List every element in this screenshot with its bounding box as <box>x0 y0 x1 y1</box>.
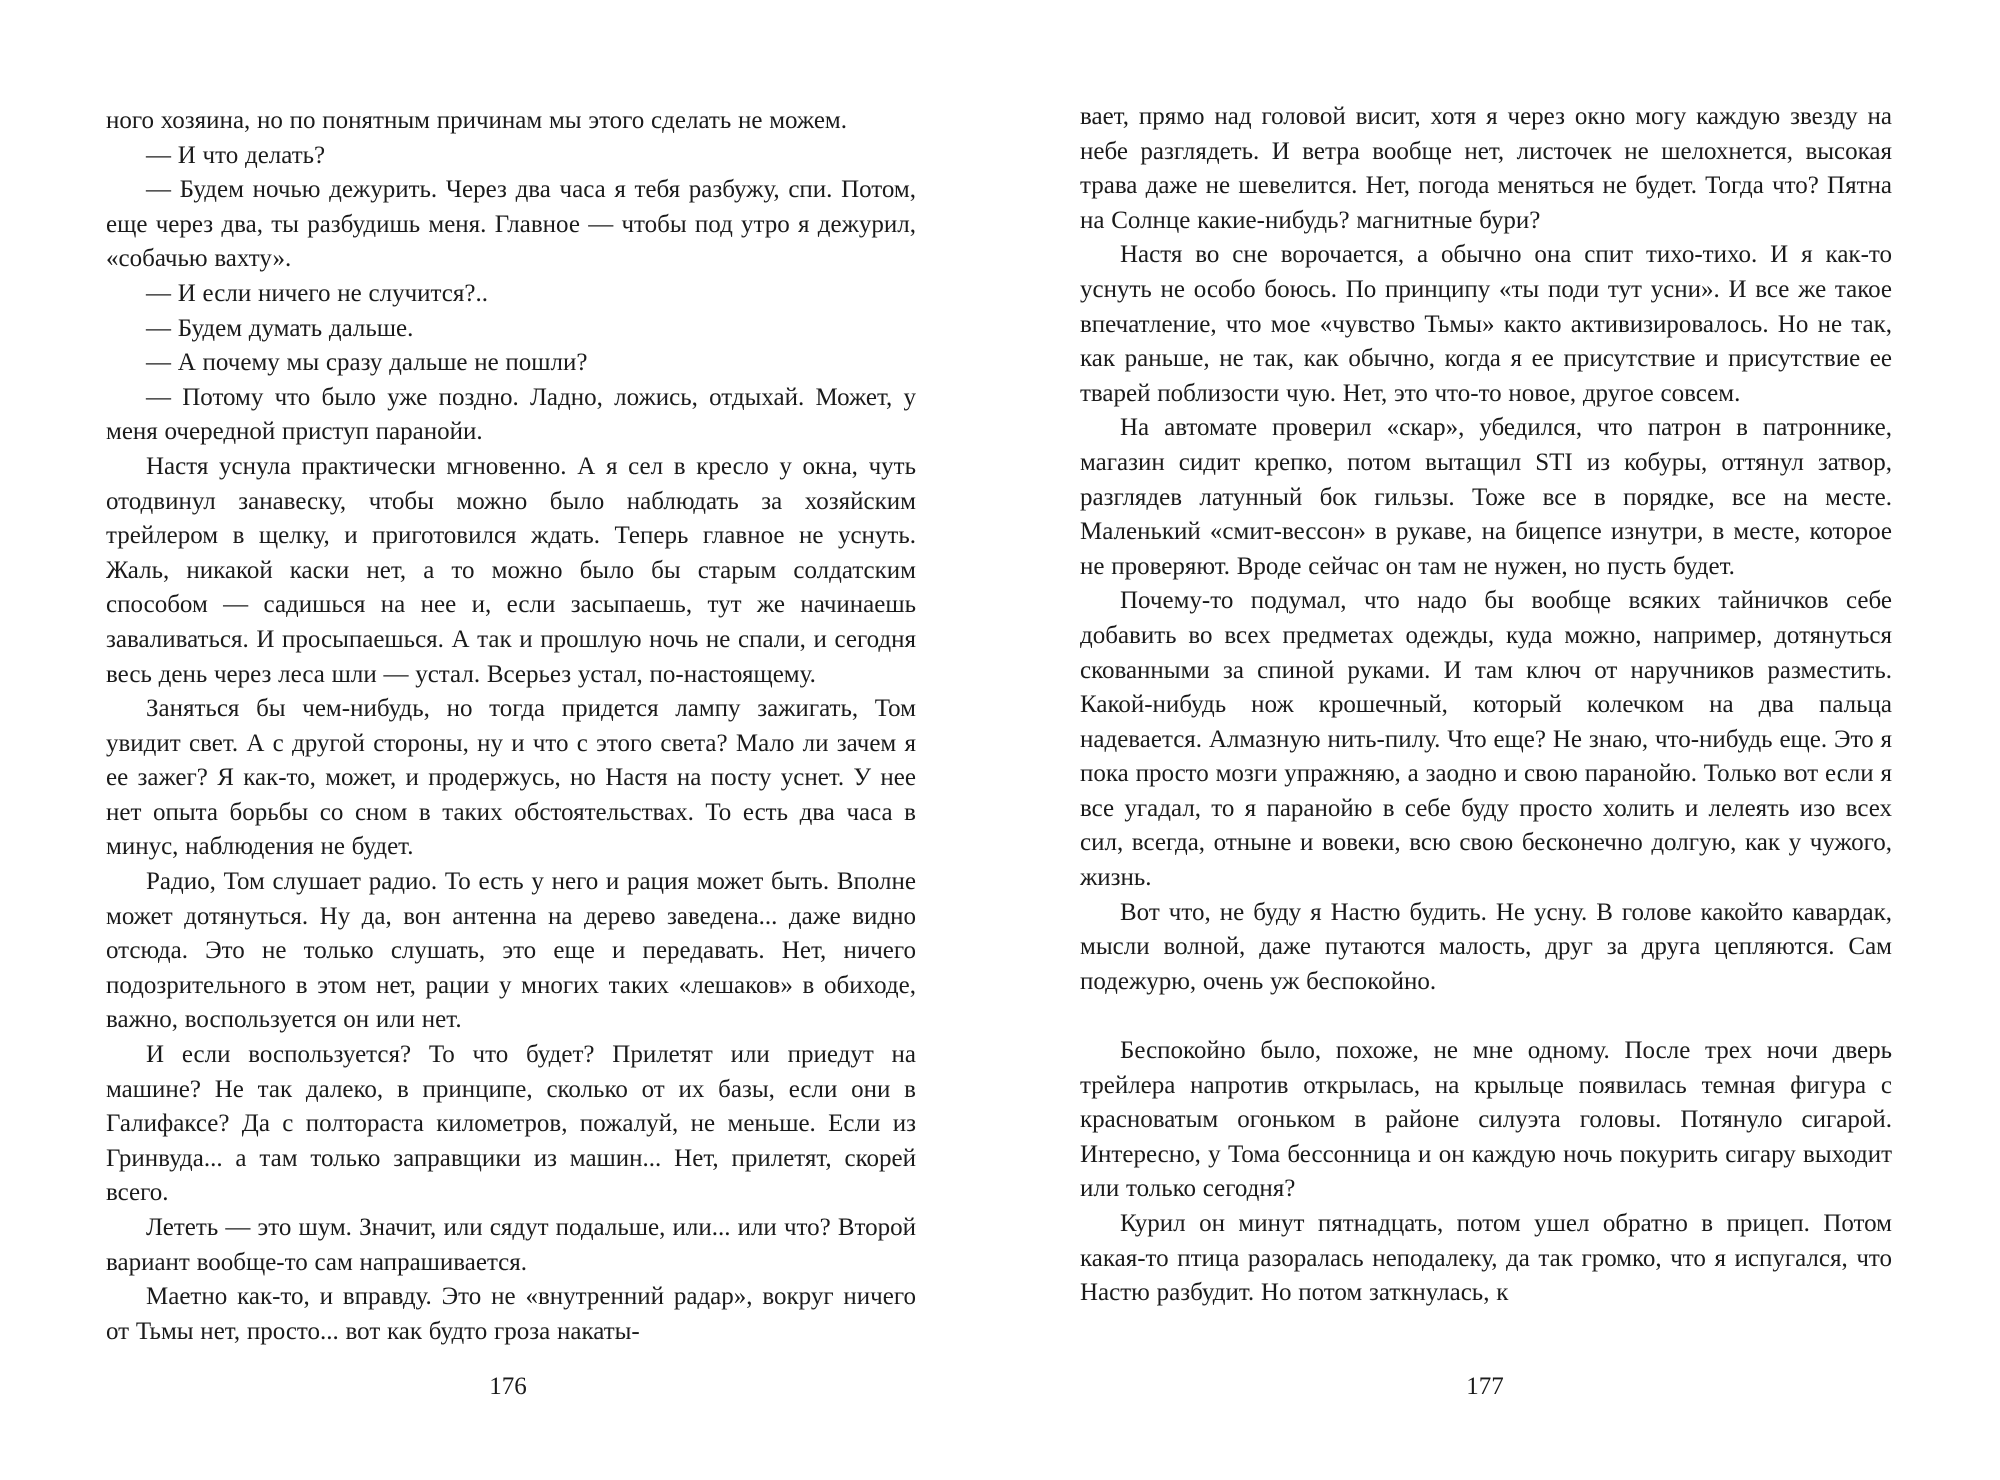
paragraph: вает, прямо над головой висит, хотя я через окно могу каждую звезду на небе разглядеть. И ветра вообще нет, листочек не шелохнется, высокая трава даже не шевелится. Нет, погода меняться не будет. Тогда что? Пятна на Солнце какие-нибудь? магнитные бури? <box>1080 103 1892 234</box>
page-number: 177 <box>1466 1373 1504 1400</box>
paragraph: Лететь — это шум. Значит, или сядут подальше, или... или что? Второй вариант вообще-то сам напрашивается. <box>106 1214 916 1276</box>
paragraph: ного хозяина, но по понятным причинам мы этого сделать не можем. <box>106 107 847 134</box>
paragraph: Курил он минут пятнадцать, потом ушел обратно в прицеп. Потом какая-то птица разоралась неподалеку, да так громко, что я испугался, что Настю разбудит. Но потом заткнулась, к <box>1080 1210 1892 1307</box>
paragraph: Настя во сне ворочается, а обычно она спит тихо-тихо. И я как-то уснуть не особо боюсь. По принципу «ты поди тут усни». И все же такое впечатление, что мое «чувство Тьмы» както активизировалось. Но не так, как раньше, не так, как обычно, когда я ее присутствие и присутствие ее тварей поблизости чую. Нет, это что-то новое, другое совсем. <box>1080 241 1892 407</box>
right-page-text <box>1080 100 1892 1311</box>
paragraph: Почему-то подумал, что надо бы вообще всяких тайничков себе добавить во всех предметах одежды, куда можно, например, дотянуться скованными за спиной руками. И там ключ от наручников разместить. Какой-нибудь нож крошечный, который колечком на два пальца надевается. Алмазную нить-пилу. Что еще? Не знаю, что-нибудь еще. Это я пока просто мозги упражняю, а заодно и свою паранойю. Только вот если я все угадал, то я паранойю в себе буду просто холить и лелеять изо всех сил, всегда, отныне и вовеки, всю свою бесконечно долгую, как у чужого, жизнь. <box>1080 587 1892 892</box>
paragraph: И если воспользуется? То что будет? Прилетят или приедут на машине? Не так далеко, в принципе, сколько от их базы, если они в Галифаксе? Да с полтораста километров, пожалуй, не меньше. Если из Гринвуда... а там только заправщики из машин... Нет, прилетят, скорей всего. <box>106 1041 916 1207</box>
paragraph: Вот что, не буду я Настю будить. Не усну. В голове какойто кавардак, мысли волной, даже путаются малость, друг за друга цепляются. Сам подежурю, очень уж беспокойно. <box>1080 898 1892 995</box>
paragraph: Беспокойно было, похоже, не мне одному. После трех ночи дверь трейлера напротив открылась, на крыльце появилась темная фигура с красноватым огоньком в районе силуэта головы. Потянуло сигарой. Интересно, у Тома бессонница и он каждую ночь покурить сигару выходит или только сегодня? <box>1080 1037 1892 1203</box>
paragraph: — И что делать? <box>146 141 326 169</box>
paragraph: Радио, Том слушает радио. То есть у него и рация может быть. Вполне может дотянуться. Ну да, вон антенна на дерево заведена... даже видно отсюда. Это не только слушать, это еще и передавать. Нет, ничего подозрительного в этом нет, рации у многих таких «лешаков» в обиходе, важно, воспользуется он или нет. <box>106 868 916 1034</box>
right-page <box>1000 0 2000 1480</box>
paragraph: — А почему мы сразу дальше не пошли? <box>146 349 588 377</box>
left-page-text <box>106 104 916 1349</box>
paragraph: На автомате проверил «скар», убедился, что патрон в патроннике, магазин сидит крепко, потом вытащил STI из кобуры, оттянул затвор, разглядев латунный бок гильзы. Тоже все в порядке, все на месте. Маленький «смит-вессон» в рукаве, на бицепсе изнутри, в месте, которое не проверяют. Вроде сейчас он там не нужен, но пусть будет. <box>1080 414 1892 580</box>
paragraph: Маетно как-то, и вправду. Это не «внутренний радар», вокруг ничего от Тьмы нет, просто... вот как будто гроза накаты- <box>106 1283 916 1345</box>
paragraph: Настя уснула практически мгновенно. А я сел в кресло у окна, чуть отодвинул занавеску, чтобы можно было наблюдать за хозяйским трейлером в щелку, и приготовился ждать. Теперь главное не уснуть. Жаль, никакой каски нет, а то можно было бы старым солдатским способом — садишься на нее и, если засыпаешь, тут же начинаешь заваливаться. И просыпаешься. А так и прошлую ночь не спали, и сегодня весь день через леса шли — устал. Всерьез устал, по-настоящему. <box>106 452 916 688</box>
paragraph: — И если ничего не случится?.. <box>146 279 488 307</box>
paragraph: — Потому что было уже поздно. Ладно, ложись, отдыхай. Может, у меня очередной приступ паранойи. <box>106 383 916 446</box>
paragraph: — Будем думать дальше. <box>146 314 414 342</box>
paragraph: — Будем ночью дежурить. Через два часа я тебя разбужу, спи. Потом, еще через два, ты разбудишь меня. Главное — чтобы под утро я дежурил, «собачью вахту». <box>106 176 916 273</box>
paragraph: Заняться бы чем-нибудь, но тогда придется лампу зажигать, Том увидит свет. А с другой стороны, ну и что с этого света? Мало ли зачем я ее зажег? Я как-то, может, и продержусь, но Настя на посту уснет. У нее нет опыта борьбы со сном в таких обстоятельствах. То есть два часа в минус, наблюдения не будет. <box>106 695 916 861</box>
page-number: 176 <box>489 1373 527 1400</box>
section-break <box>1080 999 1892 1034</box>
